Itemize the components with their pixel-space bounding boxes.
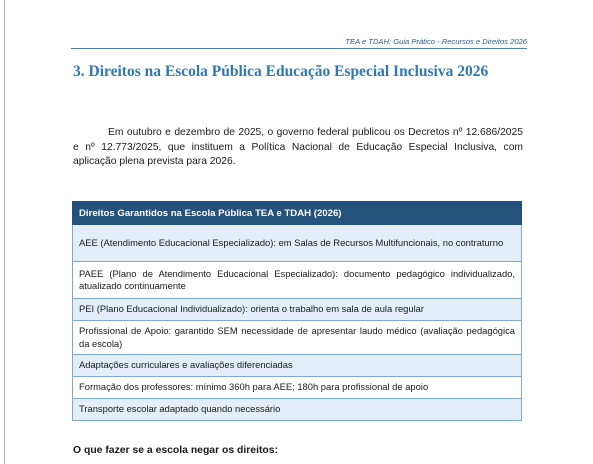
table-row: [73, 262, 522, 299]
table-cell: PAEE (Plano de Atendimento Educacional Especializado): documento pedagógico individualizado, atualizado continuamente: [73, 262, 522, 299]
table-cell: Adaptações curriculares e avaliações diferenciadas: [73, 355, 522, 377]
page-edge: [4, 0, 5, 464]
table-cell: PEI (Plano Educacional Individualizado): orienta o trabalho em sala de aula regular: [73, 299, 522, 321]
table-cell: Formação dos professores: mínimo 360h para AEE; 180h para profissional de apoio: [73, 377, 522, 399]
table-row: [73, 399, 522, 421]
header-divider: [71, 48, 527, 49]
next-section-heading: O que fazer se a escola negar os direitos:: [73, 445, 279, 456]
table-row: [73, 321, 522, 355]
table-row: [73, 299, 522, 321]
section-title: 3. Direitos na Escola Pública Educação Especial Inclusiva 2026: [73, 63, 489, 80]
table-row: [73, 377, 522, 399]
table-cell: AEE (Atendimento Educacional Especializado): em Salas de Recursos Multifuncionais, no contraturno: [73, 225, 522, 262]
table-row: [73, 355, 522, 377]
table-cell: Profissional de Apoio: garantido SEM necessidade de apresentar laudo médico (avaliação pedagógica da escola): [73, 321, 522, 355]
table-row: [73, 225, 522, 262]
rights-table: [72, 201, 522, 421]
table-header-row: [73, 202, 522, 225]
running-header: TEA e TDAH: Guia Prático - Recursos e Direitos 2026: [345, 37, 527, 46]
intro-paragraph: Em outubro e dezembro de 2025, o governo federal publicou os Decretos nº 12.686/2025 e nº 12.773/2025, que instituem a Política Nacional de Educação Especial Inclusiva, com aplicação plena prevista para 2026.: [73, 127, 523, 168]
table-header: Direitos Garantidos na Escola Pública TEA e TDAH (2026): [73, 202, 522, 225]
table-cell: Transporte escolar adaptado quando necessário: [73, 399, 522, 421]
